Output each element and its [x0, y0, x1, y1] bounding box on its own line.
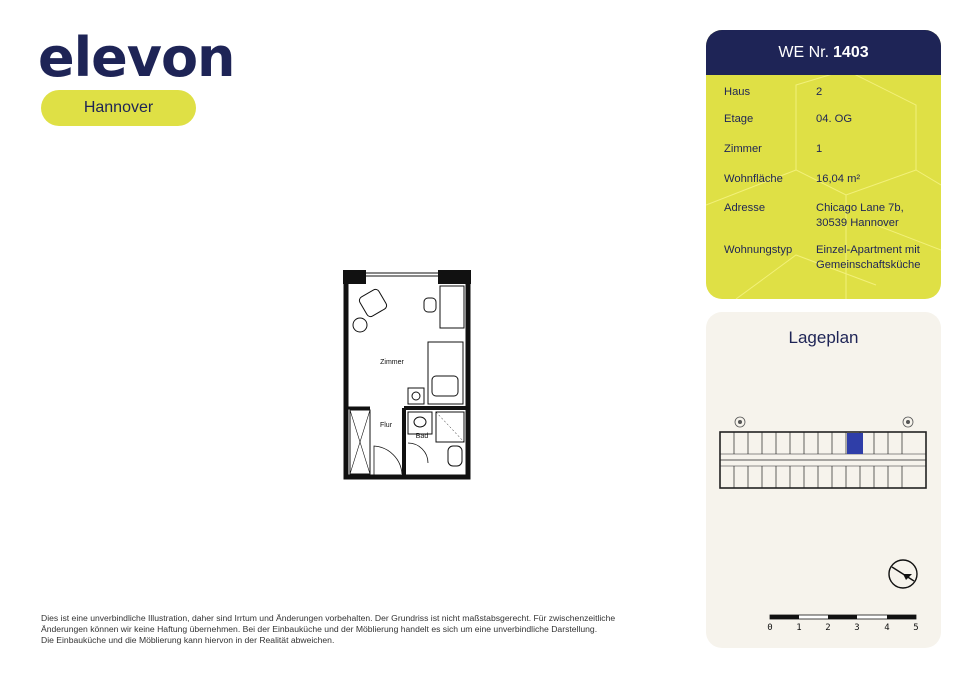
city-badge: Hannover — [41, 90, 196, 126]
label-zimmer: Zimmer — [724, 143, 762, 155]
room-label-bad: Bad — [415, 433, 429, 440]
label-adresse: Adresse — [724, 202, 766, 214]
room-label-flur: Flur — [379, 422, 393, 429]
unit-info-card — [706, 30, 941, 299]
label-etage: Etage — [724, 113, 754, 125]
site-plan-drawing — [706, 312, 941, 648]
unit-number-prefix: WE Nr. — [778, 43, 830, 61]
disclaimer-line-1: Dies ist eine unverbindliche Illustration, daher sind Irrtum und Änderungen vorbehalten. Der Grundriss ist nicht maßstabsgerecht. Für zwischenzeitliche — [41, 613, 616, 623]
highlighted-unit — [847, 433, 863, 454]
value-adresse-line-2: 30539 Hannover — [816, 217, 899, 229]
label-wohnflaeche: Wohnfläche — [724, 173, 783, 185]
brand-logo: elevon — [38, 26, 235, 89]
room-label-zimmer: Zimmer — [380, 359, 404, 366]
unit-number-header — [706, 30, 941, 75]
site-plan-card — [706, 312, 941, 648]
floor-plan — [340, 268, 480, 483]
value-haus: 2 — [816, 86, 823, 98]
label-wohnungstyp: Wohnungstyp — [724, 244, 793, 256]
value-etage: 04. OG — [816, 113, 853, 125]
value-adresse-line-1: Chicago Lane 7b, — [816, 202, 904, 214]
label-haus: Haus — [724, 86, 751, 98]
disclaimer-line-3: Die Einbauküche und die Möblierung kann hiervon in der Realität abweichen. — [41, 635, 335, 645]
scale-label: 0 — [767, 623, 773, 633]
unit-number: 1403 — [833, 43, 869, 61]
value-wohnungstyp-line-1: Einzel-Apartment mit — [816, 244, 920, 256]
disclaimer — [41, 613, 661, 646]
scale-label: 5 — [913, 623, 919, 633]
disclaimer-line-2: Änderungen können wir keine Haftung übernehmen. Bei der Einbauküche und der Möblierung handelt es sich um eine unverbindliche Darstellung. — [41, 624, 598, 634]
scale-label: 1 — [796, 623, 802, 633]
scale-label: 4 — [884, 623, 890, 633]
scale-label: 2 — [825, 623, 831, 633]
value-wohnflaeche: 16,04 m² — [816, 173, 861, 185]
value-zimmer: 1 — [816, 143, 823, 155]
scale-label: 3 — [854, 623, 860, 633]
site-plan-title: Lageplan — [788, 328, 859, 347]
value-wohnungstyp-line-2: Gemeinschaftsküche — [816, 259, 921, 271]
